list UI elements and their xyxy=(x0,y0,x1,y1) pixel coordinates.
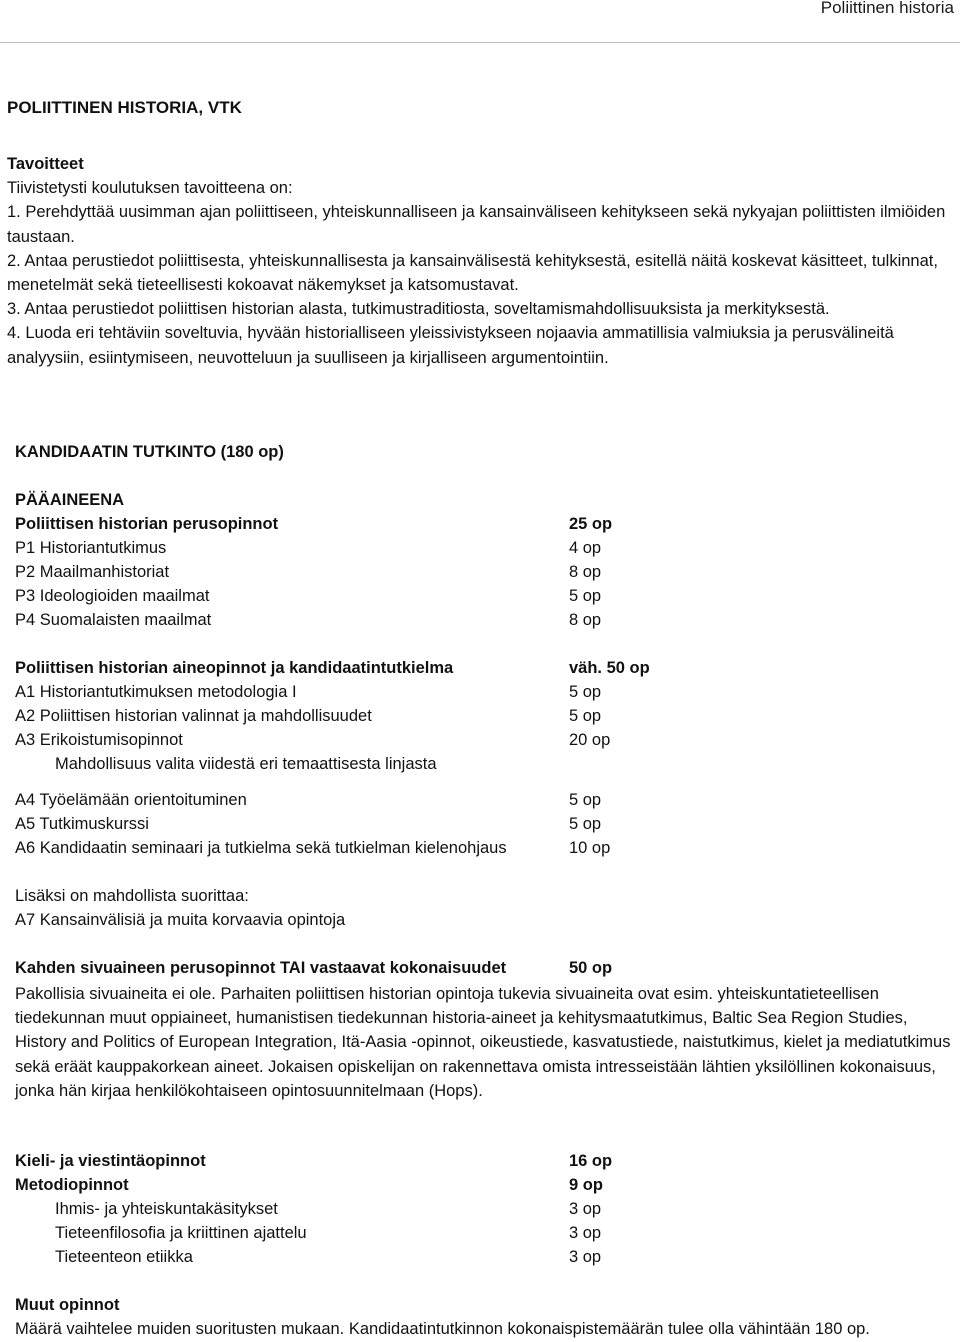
course-name: A1 Historiantutkimuksen metodologia I xyxy=(15,683,297,701)
header-divider xyxy=(0,42,960,43)
minors-description: Pakollisia sivuaineita ei ole. Parhaiten poliittisen historian opintoja tukevia sivuaineita ovat esim. yhteiskuntatieteellisen tiedekunnan muut oppiaineet, humanistisen tiedekunnan historia-aineet ja kehitysmaatutkimus, Baltic Sea Region Studies, History and Politics of European Integration, Itä-Aasia -opinnot, oikeustiede, kasvatustiede, naistutkimus, kielet ja mediatutkimus sekä eräät kauppakorkean aineet. Jokaisen opiskelijan on rakennettava omista intresseistään lähtien yksilöllinen kokonaisuus, jonka hän kirjaa henkilökohtaiseen opintosuunnitelmaan (Hops). xyxy=(15,985,951,1100)
course-credits: 8 op xyxy=(569,611,602,629)
course-name: A5 Tutkimuskurssi xyxy=(15,815,149,833)
goal-item: 1. Perehdyttää uusimman ajan poliittiseen, yhteiskunnalliseen ja kansainväliseen kehitykseen sekä nykyajan poliittisten ilmiöiden taustaan. xyxy=(7,203,946,246)
course-note: Mahdollisuus valita viidestä eri temaattisesta linjasta xyxy=(55,755,437,773)
goals-intro: Tiivistetysti koulutuksen tavoitteena on: xyxy=(7,179,293,198)
course-name: A2 Poliittisen historian valinnat ja mahdollisuudet xyxy=(15,707,372,725)
course-name: A6 Kandidaatin seminaari ja tutkielma sekä tutkielman kielenohjaus xyxy=(15,839,507,857)
major-label-row xyxy=(15,488,960,512)
course-group-label: Metodiopinnot xyxy=(15,1176,129,1194)
degree-title: KANDIDAATIN TUTKINTO (180 op) xyxy=(15,443,284,461)
course-credits: 5 op xyxy=(569,587,602,605)
course-group-label: Kahden sivuaineen perusopinnot TAI vastaavat kokonaisuudet xyxy=(15,959,507,977)
intermediate-studies-row xyxy=(15,656,960,680)
goal-item: 4. Luoda eri tehtäviin soveltuvia, hyvään historialliseen yleissivistykseen nojaavia ammatillisia valmiuksia ja perusvälineitä analyysiin, esiintymiseen, neuvotteluun ja suulliseen ja kirjalliseen argumentointiin. xyxy=(7,324,894,367)
course-credits: 3 op xyxy=(569,1224,602,1242)
course-credits: 5 op xyxy=(569,791,602,809)
course-credits: 5 op xyxy=(569,707,602,725)
course-row xyxy=(15,680,960,704)
extra-intro-row xyxy=(15,884,960,908)
course-note-row xyxy=(15,752,960,776)
course-credits: 4 op xyxy=(569,539,602,557)
course-name: Tieteenteon etiikka xyxy=(55,1248,193,1266)
course-row xyxy=(15,836,960,860)
course-name: A3 Erikoistumisopinnot xyxy=(15,731,183,749)
course-credits: 3 op xyxy=(569,1248,602,1266)
course-credits: 20 op xyxy=(569,731,611,749)
course-group-credits: 16 op xyxy=(569,1152,613,1170)
degree-title-row xyxy=(15,440,960,464)
course-name: P2 Maailmanhistoriat xyxy=(15,563,170,581)
language-studies-row xyxy=(15,1149,960,1173)
course-row xyxy=(15,704,960,728)
course-group-credits: väh. 50 op xyxy=(569,659,650,677)
course-credits: 10 op xyxy=(569,839,611,857)
course-row xyxy=(15,812,960,836)
course-group-label: Muut opinnot xyxy=(15,1296,120,1314)
course-name: P4 Suomalaisten maailmat xyxy=(15,611,212,629)
course-credits: 5 op xyxy=(569,815,602,833)
extra-course: A7 Kansainvälisiä ja muita korvaavia opintoja xyxy=(15,911,346,929)
course-group-credits: 50 op xyxy=(569,959,613,977)
course-group-label: Poliittisen historian aineopinnot ja kandidaatintutkielma xyxy=(15,659,454,677)
course-row xyxy=(15,1221,960,1245)
course-row xyxy=(15,560,960,584)
course-row xyxy=(15,788,960,812)
course-name: A4 Työelämään orientoituminen xyxy=(15,791,247,809)
other-studies-row xyxy=(15,1293,960,1317)
major-label: PÄÄAINEENA xyxy=(15,491,125,509)
course-row xyxy=(15,536,960,560)
course-row xyxy=(15,608,960,632)
course-row xyxy=(15,1197,960,1221)
other-studies-description: Määrä vaihtelee muiden suoritusten mukaan. Kandidaatintutkinnon kokonaispistemäärän tulee olla vähintään 180 op. xyxy=(15,1320,870,1338)
goals-section xyxy=(7,152,957,370)
course-credits: 3 op xyxy=(569,1200,602,1218)
course-row xyxy=(15,728,960,752)
course-group-label: Kieli- ja viestintäopinnot xyxy=(15,1152,206,1170)
document-title: POLIITTINEN HISTORIA, VTK xyxy=(7,98,242,117)
course-credits: 5 op xyxy=(569,683,602,701)
goal-item: 3. Antaa perustiedot poliittisen historian alasta, tutkimustraditiosta, soveltamismahdollisuuksista ja merkityksestä. xyxy=(7,300,830,319)
basic-studies-row xyxy=(15,512,960,536)
course-group-credits: 25 op xyxy=(569,515,613,533)
course-row xyxy=(15,1245,960,1269)
course-name: P1 Historiantutkimus xyxy=(15,539,167,557)
goal-item: 2. Antaa perustiedot poliittisesta, yhteiskunnallisesta ja kansainvälisestä kehityksestä, esitellä näitä koskevat käsitteet, tulkinnat, menetelmät sekä tieteellisesti kokoavat näkemykset ja katsomustavat. xyxy=(7,251,938,295)
course-group-label: Poliittisen historian perusopinnot xyxy=(15,515,279,533)
page-header-title: Poliittinen historia xyxy=(820,0,954,17)
extra-course-row xyxy=(15,908,960,932)
other-studies-description-row xyxy=(15,1317,960,1341)
course-name: Tieteenfilosofia ja kriittinen ajattelu xyxy=(55,1224,307,1242)
course-name: Ihmis- ja yhteiskuntakäsitykset xyxy=(55,1200,278,1218)
extra-intro: Lisäksi on mahdollista suorittaa: xyxy=(15,887,249,905)
course-row xyxy=(15,584,960,608)
methods-studies-row xyxy=(15,1173,960,1197)
course-credits: 8 op xyxy=(569,563,602,581)
goals-heading: Tavoitteet xyxy=(7,155,84,173)
course-group-credits: 9 op xyxy=(569,1176,603,1194)
minors-row xyxy=(15,956,960,980)
course-name: P3 Ideologioiden maailmat xyxy=(15,587,210,605)
